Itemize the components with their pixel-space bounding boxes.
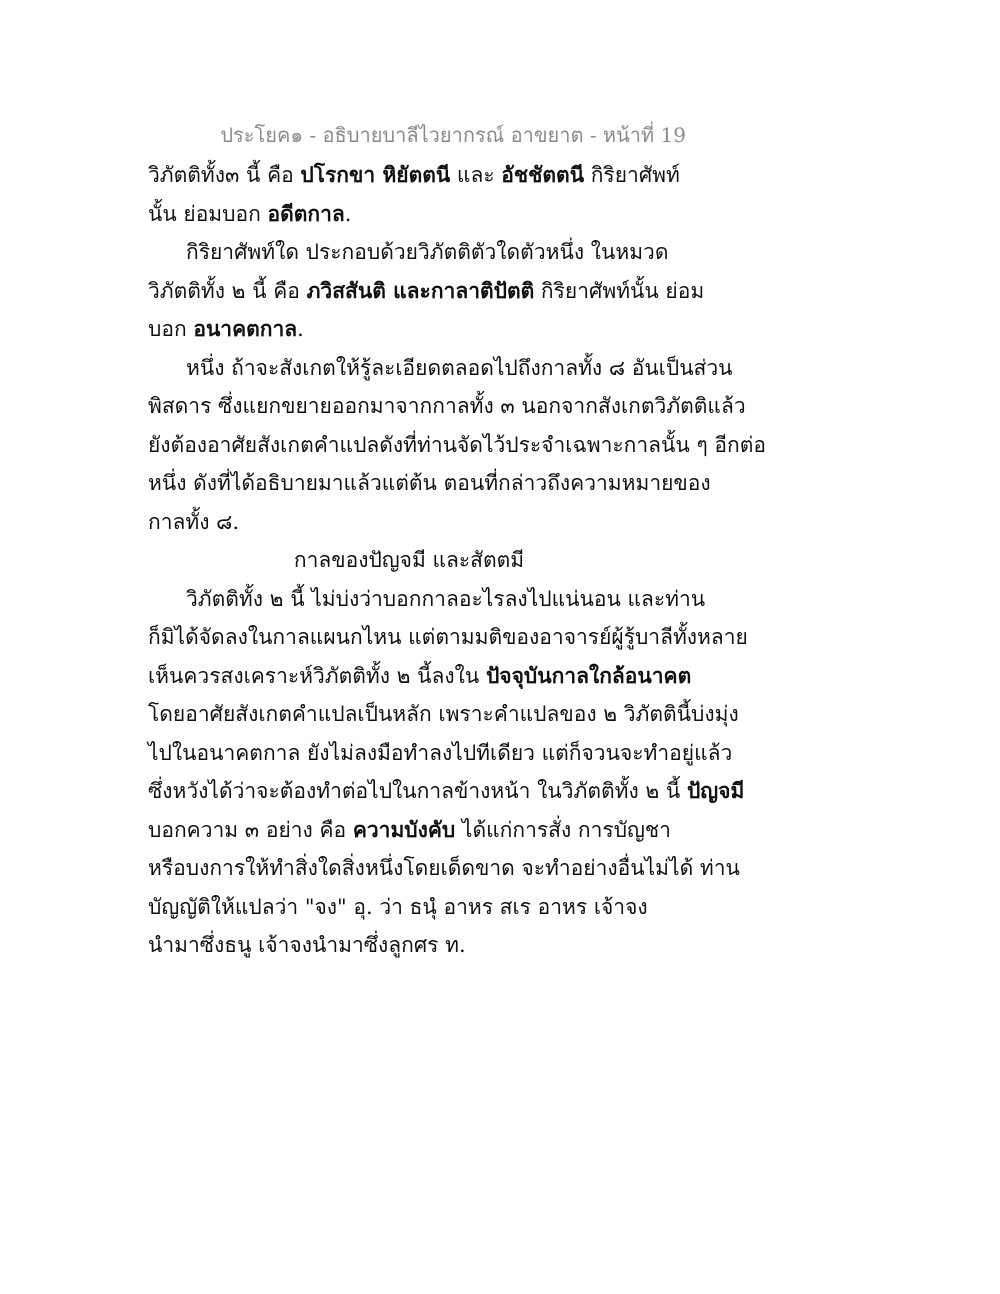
text-segment: และ [450, 163, 502, 187]
text-line [148, 888, 708, 927]
text-line [148, 272, 708, 311]
text-segment: พิสดาร ซึ่งแยกขยายออกมาจากกาลทั้ง ๓ นอกจากสังเกตวิภัตติแล้ว [148, 394, 746, 418]
text-line [148, 657, 708, 696]
text-line [148, 580, 708, 619]
bold-term: ปัญจมี [686, 778, 745, 803]
text-line [148, 310, 708, 349]
bold-term: ความบังคับ [352, 816, 456, 842]
text-segment: . [297, 317, 304, 341]
text-segment: ก็มิได้จัดลงในกาลแผนกไหน แต่ตามมติของอาจารย์ผู้รู้บาลีทั้งหลาย [148, 625, 748, 649]
text-line [148, 734, 733, 773]
text-segment: บัญญัติให้แปลว่า "จง" อุ. ว่า ธนุํ อาหร สเร อาหร เจ้าจง [148, 894, 648, 919]
text-segment: หนึ่ง ดังที่ได้อธิบายมาแล้วแต่ต้น ตอนที่กล่าวถึงความหมายของ [148, 471, 711, 495]
text-line [148, 772, 745, 811]
text-segment: กิริยาศัพท์ใด ประกอบด้วยวิภัตติตัวใดตัวหนึ่ง ในหมวด [186, 240, 669, 264]
text-segment: หรือบงการให้ทำสิ่งใดสิ่งหนึ่งโดยเด็ดขาด จะทำอย่างอื่นไม่ได้ ท่าน [148, 856, 740, 880]
text-line [148, 387, 746, 426]
text-segment: ไปในอนาคตกาล ยังไม่ลงมือทำลงไปทีเดียว แต่ก็จวนจะทำอยู่แล้ว [148, 740, 733, 765]
section-heading [148, 541, 708, 580]
bold-term: ภวิสสันติ และกาลาติปัตติ [306, 277, 535, 303]
text-segment: วิภัตติทั้ง๓ นี้ คือ [148, 163, 301, 187]
text-line [148, 618, 748, 657]
text-segment: วิภัตติทั้ง ๒ นี้ คือ [148, 278, 307, 303]
text-line [148, 195, 708, 234]
text-line [148, 503, 708, 542]
text-segment: นั้น ย่อมบอก [148, 201, 268, 226]
text-segment: หนึ่ง ถ้าจะสังเกตให้รู้ละเอียดตลอดไปถึงกาลทั้ง ๘ อันเป็นส่วน [186, 355, 733, 380]
text-line [148, 849, 740, 888]
text-segment: กิริยาศัพท์ [584, 163, 680, 187]
text-segment: นำมาซึ่งธนู เจ้าจงนำมาซึ่งลูกศร ท. [148, 933, 466, 957]
bold-term: อดีตกาล [267, 200, 345, 226]
text-segment: กาลของปัญจมี และสัตตมี [293, 548, 525, 572]
text-segment: บอก [148, 317, 194, 341]
text-line [148, 233, 708, 272]
text-segment: กิริยาศัพท์นั้น ย่อม [534, 278, 705, 303]
text-line [148, 464, 711, 503]
text-line [148, 695, 739, 734]
text-segment: โดยอาศัยสังเกตคำแปลเป็นหลัก เพราะคำแปลของ ๒ วิภัตตินี้บ่งมุ่ง [148, 702, 739, 726]
bold-term: ปโรกขา หิยัตตนี [300, 162, 451, 187]
bold-term: อนาคตกาล [193, 316, 298, 341]
page-header: ประโยค๑ - อธิบายบาลีไวยากรณ์ อาขยาต - หน้าที่ 19 [220, 123, 686, 147]
text-line [148, 156, 708, 195]
text-segment: กาลทั้ง ๘. [148, 509, 240, 534]
text-segment: ยังต้องอาศัยสังเกตคำแปลดังที่ท่านจัดไว้ประจำเฉพาะกาลนั้น ๆ อีกต่อ [148, 432, 766, 457]
text-line [148, 811, 708, 850]
text-line [148, 926, 708, 965]
text-segment: บอกความ ๓ อย่าง คือ [148, 817, 353, 842]
text-segment: ซึ่งหวังได้ว่าจะต้องทำต่อไปในกาลข้างหน้า ในวิภัตติทั้ง ๒ นี้ [148, 779, 687, 803]
document-body [148, 156, 766, 965]
text-segment: เห็นควรสงเคราะห์วิภัตติทั้ง ๒ นี้ลงใน [148, 663, 486, 688]
text-line [148, 426, 766, 465]
bold-term: ปัจจุบันกาลใกล้อนาคต [485, 662, 692, 688]
text-segment: . [344, 201, 352, 226]
text-line [148, 349, 733, 388]
bold-term: อัชชัตตนี [501, 162, 585, 187]
text-segment: วิภัตติทั้ง ๒ นี้ ไม่บ่งว่าบอกกาลอะไรลงไปแน่นอน และท่าน [186, 586, 706, 611]
text-segment: ได้แก่การสั่ง การบัญชา [455, 817, 671, 842]
